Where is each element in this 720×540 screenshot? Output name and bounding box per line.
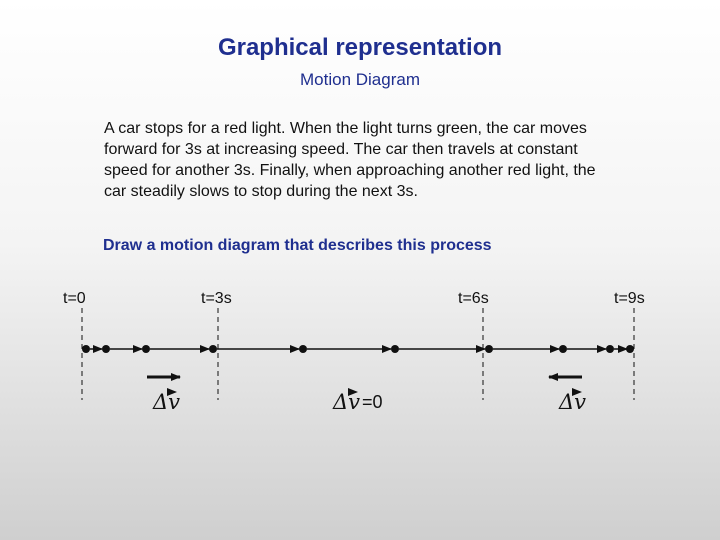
position-dot bbox=[299, 345, 307, 353]
task-prompt: Draw a motion diagram that describes this process bbox=[103, 237, 492, 254]
position-dot bbox=[559, 345, 567, 353]
position-dot bbox=[209, 345, 217, 353]
position-dot bbox=[82, 345, 90, 353]
position-dot bbox=[391, 345, 399, 353]
position-dot bbox=[606, 345, 614, 353]
position-dot bbox=[626, 345, 634, 353]
position-dot bbox=[142, 345, 150, 353]
page-title: Graphical representation bbox=[217, 34, 503, 61]
time-label-t0: t=0 bbox=[63, 290, 86, 307]
time-label-t6: t=6s bbox=[458, 290, 489, 307]
problem-statement: A car stops for a red light. When the light turns green, the car moves forward for 3s at increasing speed. The car then travels at constant speed for another 3s. Finally, when approaching another red light, the car steadily slows to stop during the next 3s. bbox=[104, 120, 596, 200]
zero-delta-v-label: =0 bbox=[362, 392, 383, 412]
page-subtitle: Motion Diagram bbox=[300, 70, 420, 89]
time-label-t3: t=3s bbox=[201, 290, 232, 307]
delta-v-label-constant: Δv bbox=[333, 390, 361, 414]
position-dot bbox=[485, 345, 493, 353]
position-dot bbox=[102, 345, 110, 353]
delta-v-label-accelerating: Δv bbox=[153, 390, 181, 414]
delta-v-label-decelerating: Δv bbox=[559, 390, 587, 414]
time-gridlines bbox=[82, 308, 634, 400]
time-label-t9: t=9s bbox=[614, 290, 645, 307]
